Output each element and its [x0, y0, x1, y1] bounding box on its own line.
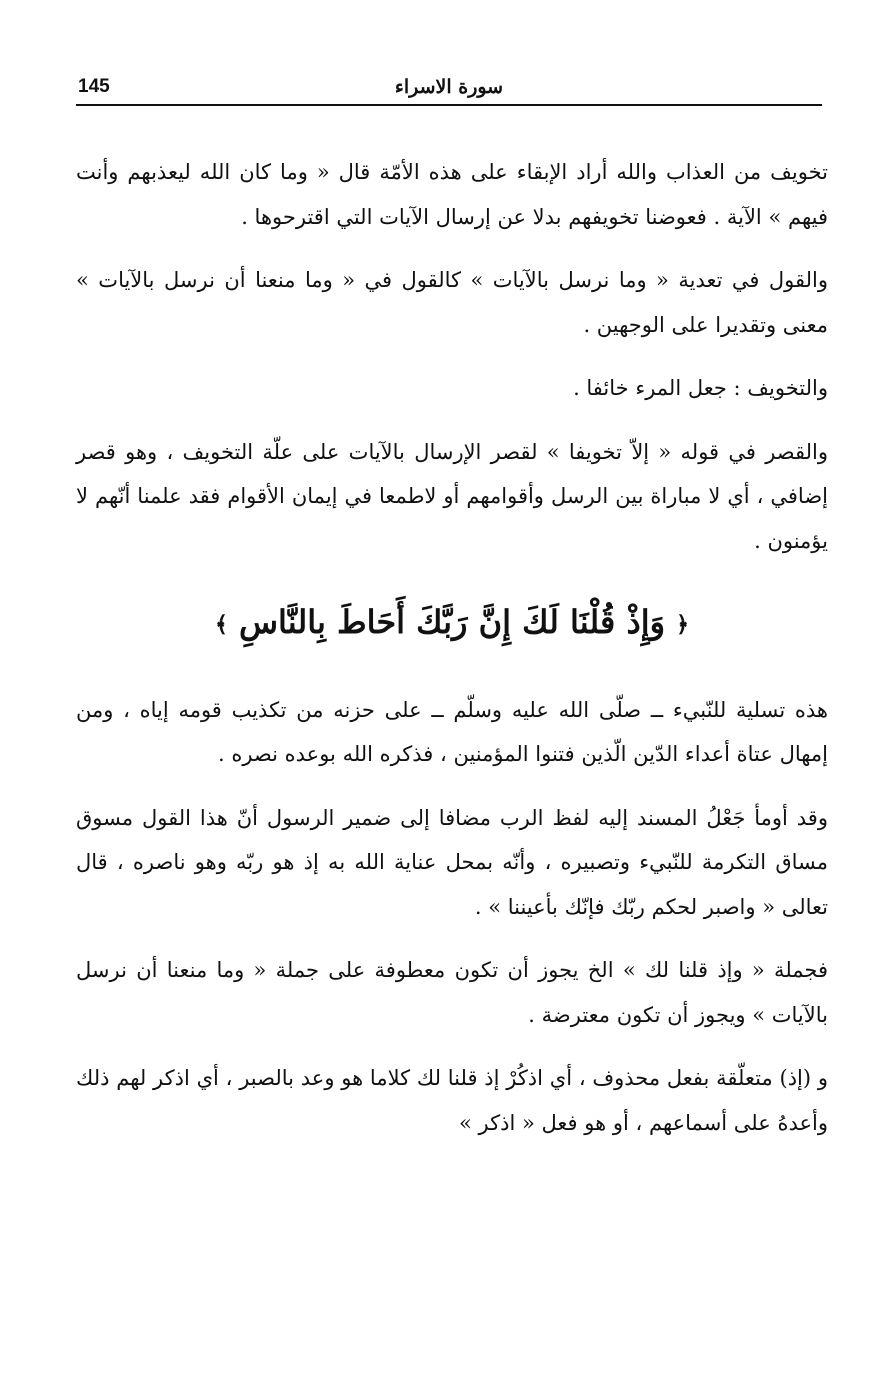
paragraph: والقول في تعدية « وما نرسل بالآيات » كالقول في « وما منعنا أن نرسل بالآيات » معنى وتقديرا على الوجهين . [76, 268, 828, 337]
quran-verse [76, 593, 828, 654]
paragraph: وقد أومأ جَعْلُ المسند إليه لفظ الرب مضافا إلى ضمير الرسول أنّ هذا القول مسوق مساق التكرمة للنّبيء وتصبيره ، وأنّه بمحل عناية الله به إذ هو ربّه وهو ناصره ، قال تعالى « واصبر لحكم ربّك فإنّك بأعيننا » . [76, 805, 828, 919]
verse-open-bracket: ﴿ [676, 611, 690, 638]
paragraph: و (إذ) متعلّقة بفعل محذوف ، أي اذكُرْ إذ قلنا لك كلاما هو وعد بالصبر ، أي اذكر لهم ذلك وأعدهُ على أسماعهم ، أو هو فعل « اذكر » [76, 1066, 828, 1135]
paragraph: تخويف من العذاب والله أراد الإبقاء على هذه الأمّة قال « وما كان الله ليعذبهم وأنت فيهم » الآية . فعوضنا تخويفهم بدلا عن إرسال الآيات التي اقترحوها . [76, 160, 828, 229]
paragraph: فجملة « وإذ قلنا لك » الخ يجوز أن تكون معطوفة على جملة « وما منعنا أن نرسل بالآيات » ويجوز أن تكون معترضة . [76, 958, 828, 1027]
page-number: 145 [78, 76, 110, 97]
paragraph: والقصر في قوله « إلاّ تخويفا » لقصر الإرسال بالآيات على علّة التخويف ، وهو قصر إضافي ، أي لا مباراة بين الرسل وأقوامهم أو لاطمعا في إيمان الأقوام فقد علمنا أنّهم لا يؤمنون . [76, 439, 828, 553]
verse-text: وَإِذْ قُلْنَا لَكَ إِنَّ رَبَّكَ أَحَاطَ بِالنَّاسِ [238, 603, 666, 641]
paragraph: والتخويف : جعل المرء خائفا . [573, 376, 828, 400]
page-body [76, 150, 828, 1164]
paragraph: هذه تسلية للنّبيء ــ صلّى الله عليه وسلّم ــ على حزنه من تكذيب قومه إياه ، ومن إمهال عتاة أعداء الدّين الّذين فتنوا المؤمنين ، فذكره الله بوعده نصره . [76, 697, 828, 766]
verse-close-bracket: ﴾ [214, 611, 228, 638]
running-title: سورة الاسراء [394, 76, 504, 98]
page-header [76, 72, 822, 106]
